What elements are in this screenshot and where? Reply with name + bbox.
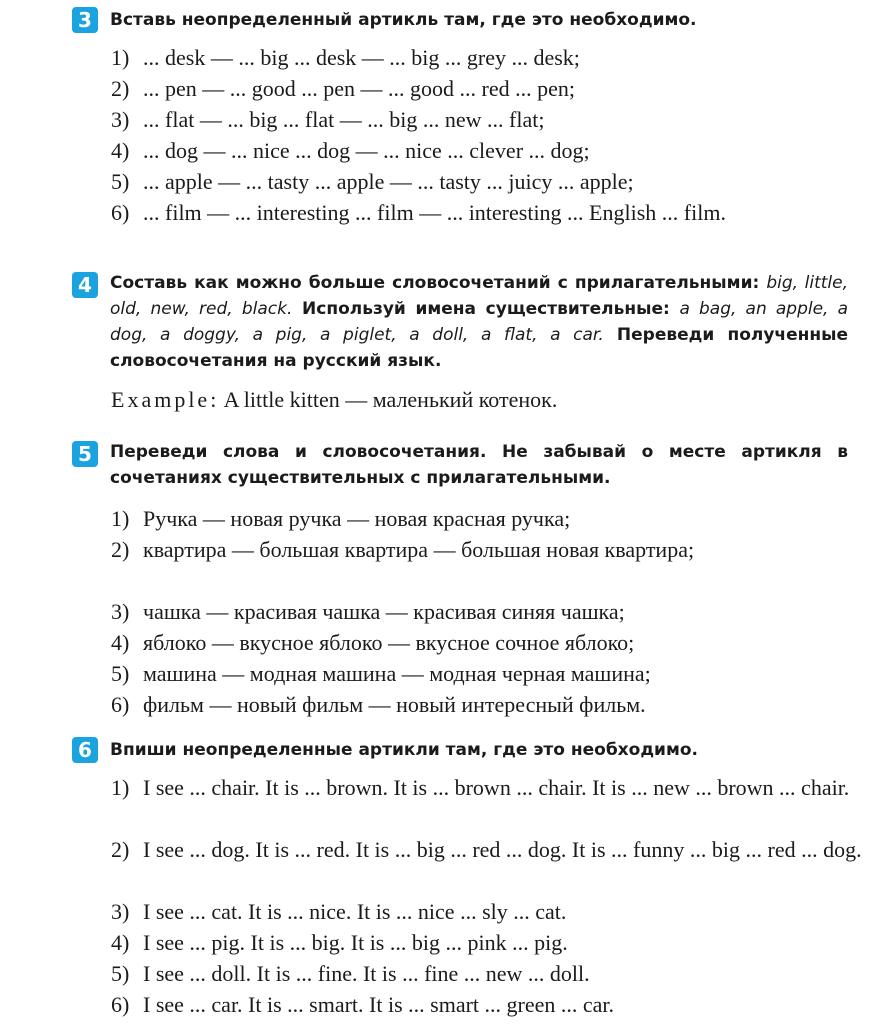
exercise-6-item-3: 3) I see ... cat. It is ... nice. It is ... nice ... sly ... cat. xyxy=(111,899,567,924)
exercise-6-instruction: Впиши неопределенные артикли там, где это необходимо. xyxy=(110,740,699,760)
exercise-3-item-2: 2) ... pen — ... good ... pen — ... good ... red ... pen; xyxy=(111,76,575,101)
exercise-3-item-6: 6) ... film — ... interesting ... film — ... interesting ... English ... film. xyxy=(111,200,726,225)
exercise-5-number: 5 xyxy=(72,441,98,467)
exercise-6-item-5: 5) I see ... doll. It is ... fine. It is ... fine ... new ... doll. xyxy=(111,961,590,986)
example-text: A little kitten — маленький котенок. xyxy=(223,387,558,412)
exercise-5-item-1: 1) Ручка — новая ручка — новая красная ручка; xyxy=(111,506,571,531)
exercise-6-number: 6 xyxy=(72,737,98,763)
exercise-5-item-5: 5) машина — модная машина — модная черная машина; xyxy=(111,661,651,686)
exercise-5-item-4: 4) яблоко — вкусное яблоко — вкусное сочное яблоко; xyxy=(111,630,635,655)
exercise-4-number: 4 xyxy=(72,272,98,298)
exercise-5-item-3: 3) чашка — красивая чашка — красивая синяя чашка; xyxy=(111,599,625,624)
exercise-6-item-4: 4) I see ... pig. It is ... big. It is ... big ... pink ... pig. xyxy=(111,930,568,955)
exercise-6-item-1: 1) I see ... chair. It is ... brown. It is ... brown ... chair. It is ... new ... brown ... chair. xyxy=(111,775,850,800)
example-label: Example: xyxy=(111,387,220,412)
exercise-5-instruction: Переведи слова и словосочетания. Не забывай о месте артикля в сочетаниях существительных с прилагательными. xyxy=(110,442,848,488)
exercise-4-adjectives: big, little, old, new, red, black. xyxy=(110,273,849,319)
exercise-4-instruction-part1: Составь как можно больше словосочетаний с прилагательными: xyxy=(110,273,760,293)
exercise-3-number: 3 xyxy=(72,7,98,33)
exercise-4-nouns: a bag, an apple, a dog, a doggy, a pig, a piglet, a doll, a flat, a car. xyxy=(110,299,849,345)
exercise-5-item-2: 2) квартира — большая квартира — большая новая квартира; xyxy=(111,537,695,562)
exercise-4-instruction-part3: Переведи полученные словосочетания на русский язык. xyxy=(110,325,849,371)
exercise-3-instruction: Вставь неопределенный артикль там, где это необходимо. xyxy=(110,10,697,30)
exercise-4-instruction-part2: Используй имена существительные: xyxy=(302,299,670,319)
exercise-3-item-4: 4) ... dog — ... nice ... dog — ... nice ... clever ... dog; xyxy=(111,138,590,163)
exercise-3-item-1: 1) ... desk — ... big ... desk — ... big ... grey ... desk; xyxy=(111,45,580,70)
exercise-5-item-6: 6) фильм — новый фильм — новый интересный фильм. xyxy=(111,692,646,717)
exercise-6-item-6: 6) I see ... car. It is ... smart. It is ... smart ... green ... car. xyxy=(111,992,615,1017)
exercise-3-item-5: 5) ... apple — ... tasty ... apple — ... tasty ... juicy ... apple; xyxy=(111,169,634,194)
exercise-4-instruction xyxy=(110,270,848,374)
exercise-4-example xyxy=(111,384,557,415)
exercise-3-item-3: 3) ... flat — ... big ... flat — ... big ... new ... flat; xyxy=(111,107,545,132)
exercise-6-item-2: 2) I see ... dog. It is ... red. It is ... big ... red ... dog. It is ... funny ... big ... red ... dog. xyxy=(111,837,862,862)
